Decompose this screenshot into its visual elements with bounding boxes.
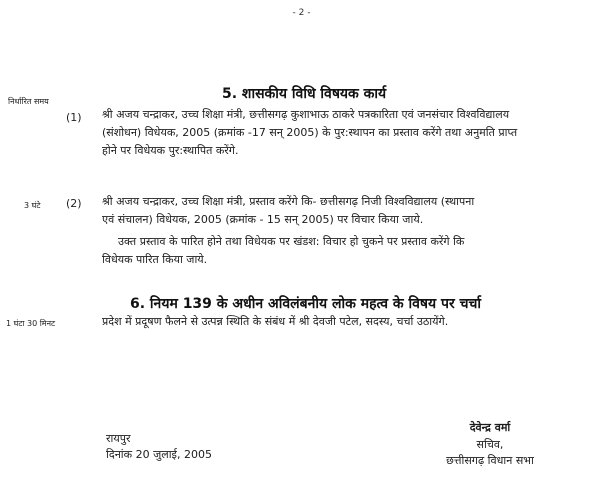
item-1-line: श्री अजय चन्द्राकर, उच्च शिक्षा मंत्री, छत्तीसगढ़ कुशाभाऊ ठाकरे पत्रकारिता एवं जनसंचार विश्वविद्यालय <box>102 108 510 121</box>
item-2-line: श्री अजय चन्द्राकर, उच्च शिक्षा मंत्री, प्रस्ताव करेंगे कि- छत्तीसगढ़ निजी विश्वविद्यालय (स्थापना <box>102 195 475 208</box>
allotted-time-label: निर्धारित समय <box>8 97 49 106</box>
signatory-title: सचिव, <box>476 438 504 451</box>
footer-date: दिनांक 20 जुलाई, 2005 <box>106 448 212 461</box>
signatory-org: छत्तीसगढ़ विधान सभा <box>446 454 534 467</box>
item-1-number: (1) <box>66 111 82 124</box>
page-number: - 2 - <box>292 8 311 18</box>
item-2-followup-cont <box>102 251 207 269</box>
item-2-number: (2) <box>66 197 82 210</box>
section-6-time: 1 घंटा 30 मिनट <box>6 319 56 328</box>
item-1-line: होने पर विधेयक पुर:स्थापित करेंगे. <box>102 144 239 157</box>
section-5-heading: 5. शासकीय विधि विषयक कार्य <box>222 86 387 102</box>
item-2-time: 3 घंटे <box>24 201 41 210</box>
section-6-heading: 6. नियम 139 के अधीन अविलंबनीय लोक महत्व के विषय पर चर्चा <box>130 296 481 312</box>
section-6-text <box>102 313 448 331</box>
item-1-text <box>102 106 517 160</box>
item-2-text <box>102 193 474 229</box>
footer-place: रायपुर <box>106 432 131 445</box>
item-1-line: (संशोधन) विधेयक, 2005 (क्रमांक -17 सन् 2005) के पुर:स्थापन का प्रस्ताव करेंगे तथा अनुमति प्राप्त <box>102 126 518 139</box>
signatory-name: देवेन्द्र वर्मा <box>469 421 511 434</box>
section-6-line: प्रदेश में प्रदूषण फैलने से उत्पन्न स्थिति के संबंध में श्री देवजी पटेल, सदस्य, चर्चा उठायेंगे. <box>102 315 449 328</box>
item-2-followup <box>118 233 464 251</box>
item-2-followup-line: उक्त प्रस्ताव के पारित होने तथा विधेयक पर खंडश: विचार हो चुकने पर प्रस्ताव करेंगे कि <box>118 235 465 248</box>
item-2-followup-line: विधेयक पारित किया जाये. <box>102 253 208 266</box>
item-2-line: एवं संचालन) विधेयक, 2005 (क्रमांक - 15 सन् 2005) पर विचार किया जाये. <box>102 213 424 226</box>
